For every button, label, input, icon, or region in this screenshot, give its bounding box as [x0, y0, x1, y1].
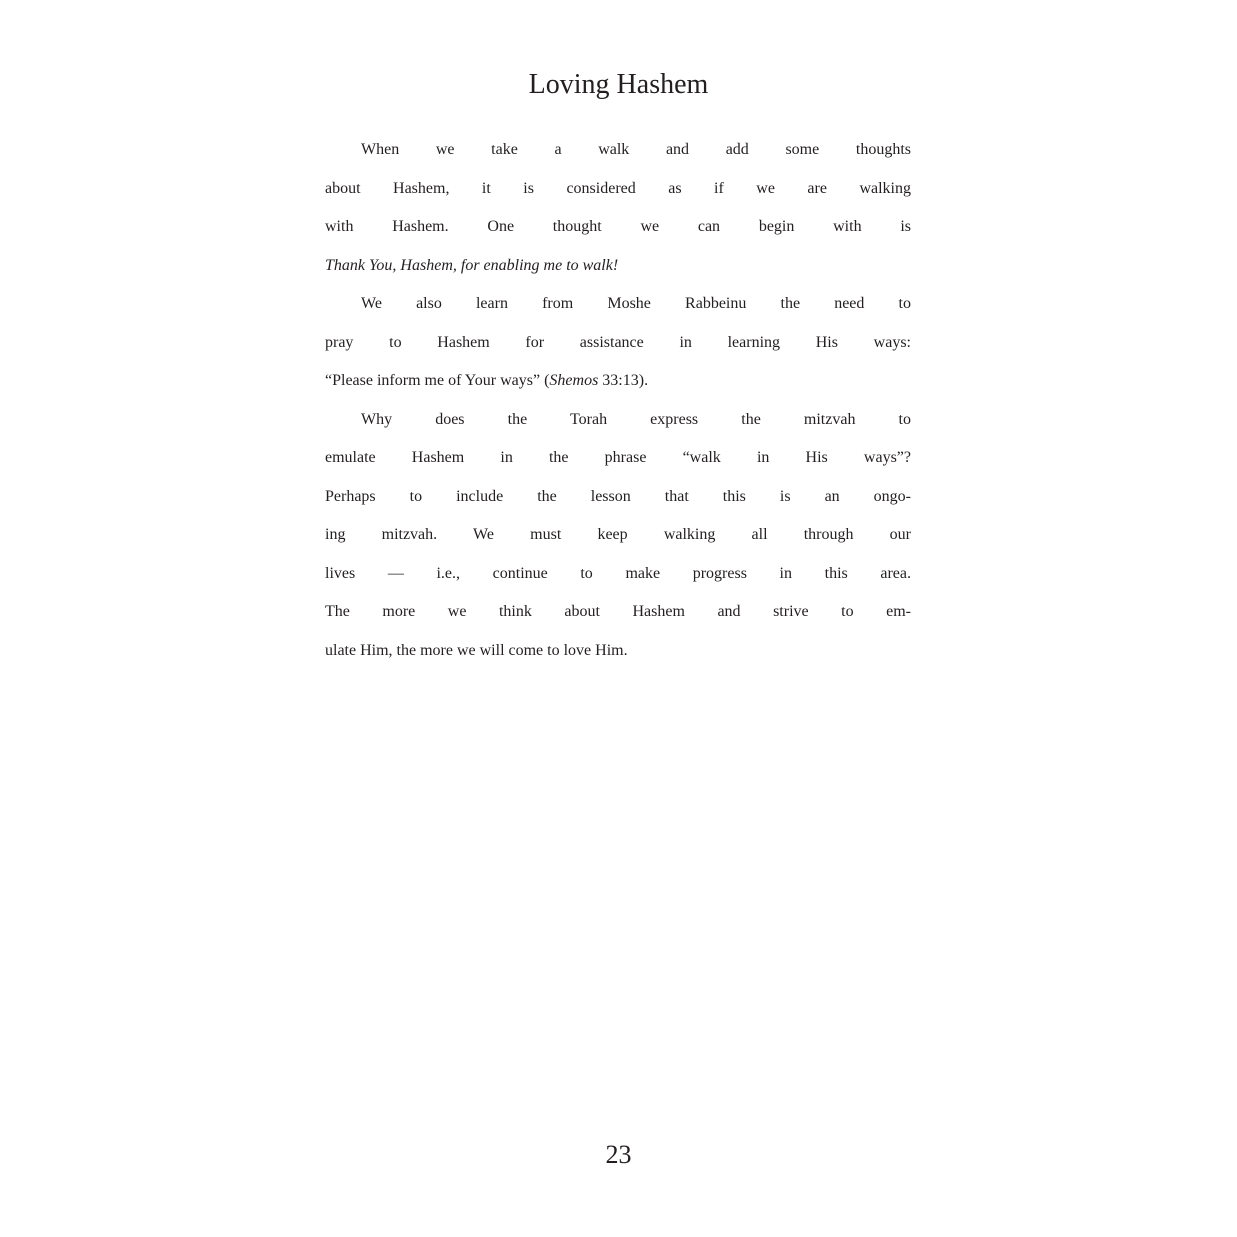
text-segment: When we take a walk and add some thoughts	[361, 141, 911, 158]
italic-text-segment: Shemos	[549, 372, 599, 389]
text-line	[325, 478, 911, 517]
text-line	[325, 208, 911, 247]
text-segment: ing mitzvah. We must keep walking all through our	[325, 526, 911, 543]
text-line	[325, 516, 911, 555]
text-line	[325, 131, 911, 170]
text-line	[325, 324, 911, 363]
text-line	[325, 401, 911, 440]
text-line	[325, 593, 911, 632]
text-segment: “Please inform me of Your ways” (	[325, 372, 550, 389]
text-line	[325, 439, 911, 478]
text-segment: pray to Hashem for assistance in learning His ways:	[325, 333, 911, 351]
text-segment: The more we think about Hashem and strive to em-	[325, 603, 911, 620]
text-segment: Perhaps to include the lesson that this is an ongo-	[325, 487, 911, 505]
page-number: 23	[605, 1140, 632, 1169]
text-segment: with Hashem. One thought we can begin with is	[325, 218, 911, 235]
text-segment: We also learn from Moshe Rabbeinu the need to	[361, 295, 911, 312]
text-segment: ulate Him, the more we will come to love Him.	[325, 641, 628, 659]
text-line	[325, 285, 911, 324]
text-segment: Why does the Torah express the mitzvah to	[361, 410, 911, 428]
text-segment: about Hashem, it is considered as if we are walking	[325, 179, 911, 197]
text-segment: lives — i.e., continue to make progress in this area.	[325, 564, 911, 582]
text-line	[325, 362, 911, 401]
text-segment: 33:13).	[598, 372, 649, 389]
text-line	[325, 170, 911, 209]
text-line	[325, 555, 911, 594]
running-head: Loving Hashem	[528, 69, 709, 100]
italic-text-segment: Thank You, Hashem, for enabling me to walk!	[325, 256, 619, 274]
text-line	[325, 247, 911, 286]
text-line	[325, 632, 911, 671]
text-segment: emulate Hashem in the phrase “walk in His ways”?	[325, 449, 911, 466]
text-block	[325, 131, 911, 670]
